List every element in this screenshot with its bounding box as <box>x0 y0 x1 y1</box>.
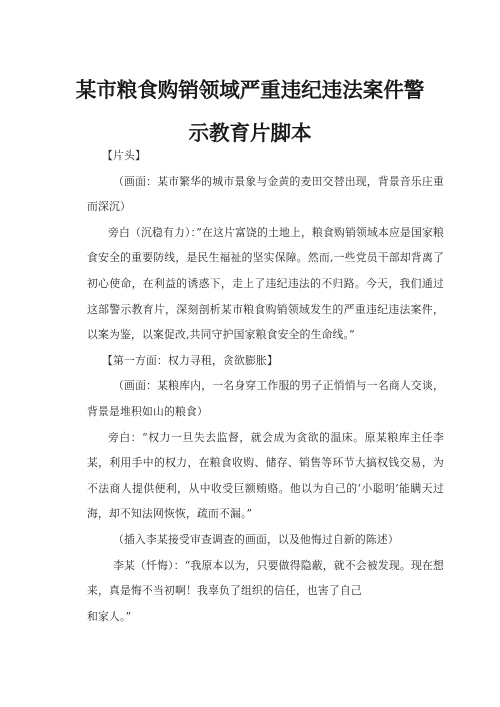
narration-paragraph: 旁白（沉稳有力）：”在这片富饶的土地上，粮食购销领域本应是国家粮食安全的重要防线，是民生福祉的坚实保障。然而,一些党员干部却背离了初心使命，在利益的诱惑下，走上了违纪违法的不归路。今天，我们通过这部警示教育片，深刻剖析某市粮食购销领域发生的严重违纪违法案件，以案为鉴，以案促改,共同守护国家粮食安全的生命线。” <box>87 225 444 342</box>
section-heading-part-one: 【第一方面：权力寻租，贪欲膨胀】 <box>102 353 278 367</box>
document-title-line-1: 某市粮食购销领域严重违纪违法案件警 <box>75 78 425 102</box>
narration-paragraph: 旁白：“权力一旦失去监督，就会成为贪欲的温床。原某粮库主任李某，利用手中的权力，在粮食收购、储存、销售等环节大搞权钱交易，为不法商人提供便利，从中收受巨额贿赂。他以为自己的‘小聪明’能瞒天过海，却不知法网恢恢，疏而不漏。” <box>87 430 444 521</box>
document-title-line-2: 示教育片脚本 <box>188 121 312 145</box>
section-heading-opening: 【片头】 <box>102 149 146 162</box>
scene-direction: （插入李某接受审查调查的画面，以及他悔过自新的陈述） <box>113 532 399 546</box>
scene-direction: （画面：某粮库内，一名身穿工作服的男子正悄悄与一名商人交谈，背景是堆积如山的粮食） <box>87 379 444 418</box>
confession-paragraph: 李某（忏悔）：“我原本以为，只要做得隐蔽，就不会被发现。现在想来，真是悔不当初啊！我辜负了组织的信任，也害了自己 <box>87 558 444 598</box>
scene-direction: （画面：某市繁华的城市景象与金黄的麦田交替出现，背景音乐庄重而深沉） <box>87 174 444 214</box>
confession-paragraph-end: 和家人。” <box>87 609 132 623</box>
document-body <box>87 143 444 629</box>
